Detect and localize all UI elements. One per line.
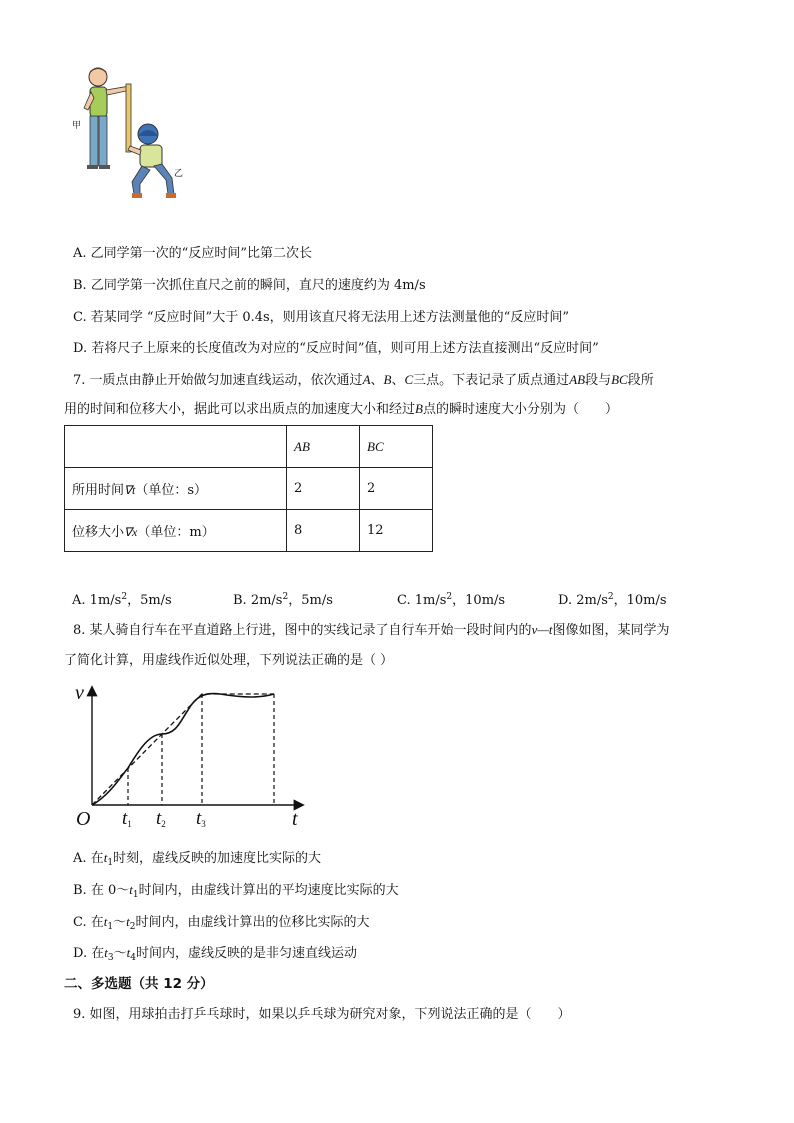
q6-option-d	[73, 339, 599, 359]
row-symbol: ∇t	[124, 483, 136, 497]
q8-option-c-sub2: 2	[129, 922, 136, 932]
q7-option-a-letter: A.	[72, 593, 86, 608]
q8-option-b-post: 时间内，由虚线计算出的平均速度比实际的大	[138, 883, 399, 898]
q8-option-b-letter: B.	[73, 883, 87, 898]
label-yi: 乙	[174, 169, 184, 179]
q7-option-d-speed: ，10m/s	[613, 593, 667, 608]
q8-option-c	[73, 912, 370, 937]
q7-data-table	[64, 425, 433, 552]
q7-option-b-speed: ，5m/s	[288, 593, 333, 608]
q8-option-d	[73, 943, 357, 968]
q8-option-d-t2: t	[126, 945, 131, 960]
table-cell-bc: 12	[360, 510, 433, 552]
q7-option-b-letter: B.	[233, 593, 247, 608]
q7-point-b2: B	[415, 401, 423, 416]
q8-option-c-t2: t	[126, 914, 130, 929]
q7-option-a	[72, 589, 172, 608]
q6-option-b	[73, 276, 426, 296]
vt-actual-curve	[92, 694, 274, 805]
q7-text-1: 一质点由静止开始做匀加速直线运动，依次通过	[89, 373, 363, 388]
q7-point-c: C	[404, 372, 414, 387]
q7-text-6: 点的瞬时速度大小分别为（ ）	[422, 402, 618, 417]
ruler-experiment-figure	[70, 62, 190, 207]
q7-option-d-accel: 2m/s	[576, 593, 608, 608]
q8-option-a-letter: A.	[73, 851, 87, 866]
q6-option-c-text: 若某同学 “反应时间”大于 0.4s，则用该直尺将无法用上述方法测量他的“反应时间”	[90, 310, 569, 325]
q7-option-c-accel: 1m/s	[414, 593, 447, 608]
table-header-bc: BC	[360, 426, 433, 468]
q7-option-d	[558, 589, 667, 608]
row-label-text: 位移大小	[72, 525, 125, 540]
q8-option-c-t: t	[103, 914, 108, 929]
vt-label-t2	[156, 808, 166, 830]
q8-option-d-sub: 3	[107, 953, 114, 963]
q7-point-a: A	[362, 372, 371, 387]
q8-option-c-sub: 1	[107, 922, 114, 932]
q8-text-1: 某人骑自行车在平直道路上行进，图中的实线记录了自行车开始一段时间内的	[89, 623, 532, 638]
q8-option-d-pre: 在	[91, 946, 105, 961]
q8-option-d-sub2: 4	[130, 953, 136, 963]
vt-graph-svg	[70, 680, 320, 840]
q8-option-a-post: 时刻，虚线反映的加速度比实际的大	[113, 851, 322, 866]
row-label-text: 所用时间	[72, 483, 125, 498]
table-row-label	[65, 468, 287, 510]
q7-stem-line1	[73, 370, 654, 391]
q8-option-d-post: 时间内，虚线反映的是非匀速直线运动	[135, 946, 357, 961]
q7-text-3: 段与	[585, 373, 612, 388]
q7-option-a-speed: ，5m/s	[127, 593, 172, 608]
q8-text-2: 图像如图，某同学为	[552, 623, 670, 638]
q8-option-a	[73, 848, 321, 873]
q7-seg-bc: BC	[611, 372, 628, 387]
vt-label-t: t	[292, 808, 298, 830]
vt-label-t2-sub: 2	[161, 819, 166, 829]
q7-option-a-accel: 1m/s	[89, 593, 122, 608]
people-illustration	[70, 62, 190, 207]
q8-option-d-mid: ～	[113, 946, 127, 961]
q7-seg-ab: AB	[569, 372, 586, 387]
q8-vt-symbol: v—t	[531, 622, 553, 637]
q8-option-b	[73, 880, 399, 905]
q8-stem-line1	[73, 620, 670, 641]
q8-option-a-t: t	[103, 850, 108, 865]
q7-option-c	[397, 589, 505, 608]
q7-sep-2: 、	[391, 373, 405, 388]
q6-option-b-text: 乙同学第一次抓住直尺之前的瞬间，直尺的速度约为 4m/s	[90, 278, 426, 293]
q8-option-c-mid: ～	[113, 915, 127, 930]
q6-option-a-text: 乙同学第一次的“反应时间”比第二次长	[90, 246, 312, 261]
q7-option-a-sup: 2	[121, 592, 128, 602]
table-row	[65, 510, 433, 552]
q8-option-d-t: t	[104, 945, 108, 960]
row-unit: （单位：s）	[135, 483, 208, 498]
q6-option-c-letter: C.	[73, 310, 87, 325]
table-header-empty	[65, 426, 287, 468]
table-row	[65, 468, 433, 510]
q6-option-a	[73, 244, 312, 264]
q7-option-c-speed: ，10m/s	[452, 593, 506, 608]
vt-label-t1	[122, 808, 132, 830]
table-header-row	[65, 426, 433, 468]
q8-option-a-sub: 1	[107, 858, 114, 868]
q6-option-d-text: 若将尺子上原来的长度值改为对应的“反应时间”值，则可用上述方法直接测出“反应时间”	[91, 341, 599, 356]
table-row-label	[65, 510, 287, 552]
vt-label-t1-t: t	[122, 808, 128, 829]
q8-text-3: 了简化计算，用虚线作近似处理，下列说法正确的是（ ）	[64, 653, 394, 668]
label-jia: 甲	[72, 121, 82, 131]
q7-number: 7.	[73, 373, 86, 388]
vt-graph	[70, 680, 320, 840]
vt-label-t3-sub: 3	[201, 819, 206, 829]
q7-option-b	[233, 589, 333, 608]
q7-text-4: 段所	[627, 373, 654, 388]
q7-text-5: 用的时间和位移大小，据此可以求出质点的加速度大小和经过	[64, 402, 416, 417]
vt-label-t3	[196, 808, 206, 830]
q8-option-c-letter: C.	[73, 915, 87, 930]
table-cell-bc: 2	[360, 468, 433, 510]
q7-option-b-sup: 2	[282, 592, 289, 602]
vt-label-t1-sub: 1	[127, 819, 132, 829]
vt-label-v: v	[75, 682, 84, 704]
q6-option-b-letter: B.	[73, 278, 87, 293]
table-cell-ab: 2	[287, 468, 360, 510]
vt-label-origin: O	[76, 808, 91, 830]
q7-option-c-letter: C.	[397, 593, 411, 608]
vt-label-t3-t: t	[196, 808, 202, 829]
q9-stem	[73, 1005, 571, 1025]
row-symbol: ∇x	[124, 525, 138, 539]
vt-label-t2-t: t	[156, 808, 162, 829]
q7-option-d-letter: D.	[558, 593, 573, 608]
q9-text: 如图，用球拍击打乒乓球时，如果以乒乓球为研究对象，下列说法正确的是（ ）	[89, 1007, 571, 1022]
q7-sep-1: 、	[370, 373, 384, 388]
table-cell-ab: 8	[287, 510, 360, 552]
q8-option-a-pre: 在	[90, 851, 104, 866]
q6-option-c	[73, 308, 569, 328]
q7-point-b: B	[383, 372, 392, 387]
vt-dashed-approx	[92, 694, 274, 805]
q7-option-d-sup: 2	[607, 592, 614, 602]
q9-number: 9.	[73, 1007, 86, 1022]
q8-option-b-sub: 1	[132, 890, 139, 900]
q8-number: 8.	[73, 623, 86, 638]
q6-option-d-letter: D.	[73, 341, 88, 356]
q8-option-c-post: 时间内，由虚线计算出的位移比实际的大	[135, 915, 370, 930]
q8-option-b-t: t	[129, 882, 133, 897]
q6-option-a-letter: A.	[73, 246, 87, 261]
q8-option-b-pre: 在 0～	[90, 883, 130, 898]
q7-option-b-accel: 2m/s	[250, 593, 283, 608]
table-header-ab: AB	[287, 426, 360, 468]
q8-stem-line2	[64, 651, 393, 671]
q7-text-2: 三点。下表记录了质点通过	[413, 373, 570, 388]
row-unit: （单位：m）	[137, 525, 215, 540]
q7-stem-line2	[64, 399, 618, 420]
section-heading-multiple-choice: 二、多选题（共 12 分）	[64, 976, 214, 992]
q8-option-d-letter: D.	[73, 946, 88, 961]
q7-option-c-sup: 2	[446, 592, 453, 602]
q8-option-c-pre: 在	[90, 915, 104, 930]
